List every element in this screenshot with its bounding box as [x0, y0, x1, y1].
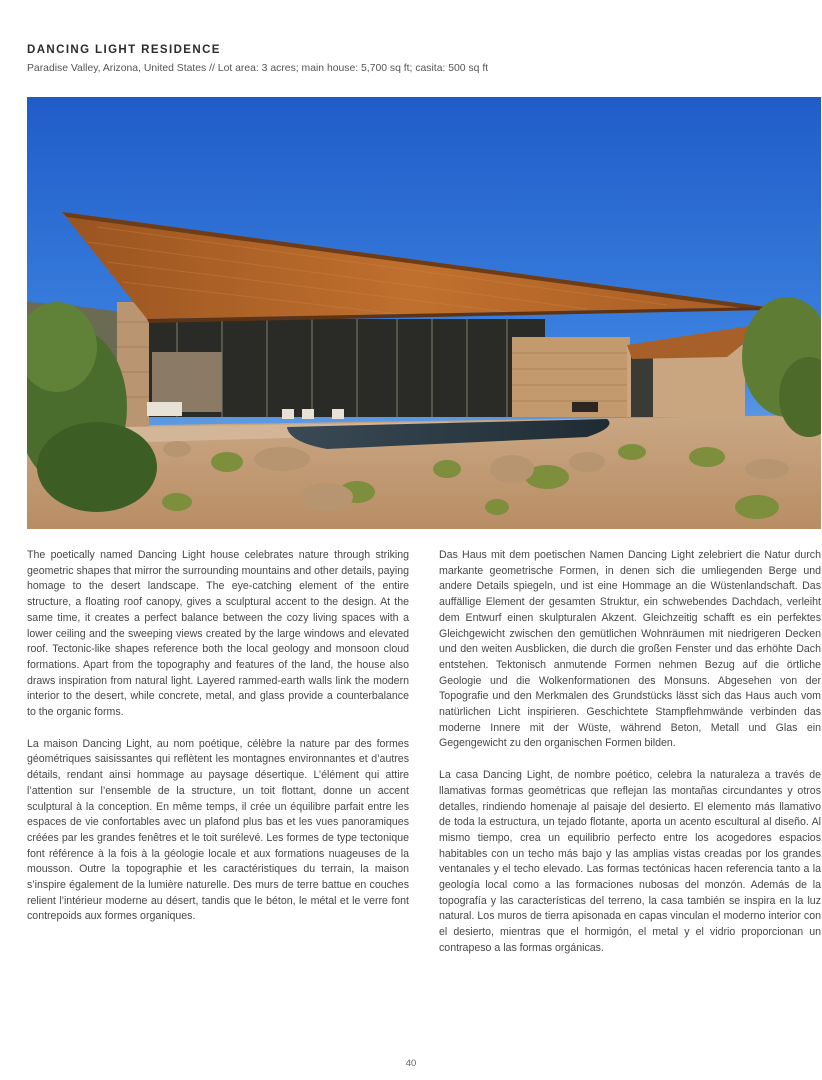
english-paragraph: The poetically named Dancing Light house celebrates nature through striking geometric shapes that mirror the surrounding mountains and other details, paying homage to the desert landscape. The eye-catching element of the entire structure, a floating roof canopy, gives a sculptural accent to the design. At the same time, it creates a perfect balance between the cozy living spaces with a lower ceiling and the sweeping views created by the large windows and elevated roof. Tectonic-like shapes reference both the local geology and monsoon cloud formations. Apart from the topography and features of the land, the house also draws inspiration from natural light. Layered rammed-earth walls link the modern interior to the desert, while concrete, metal, and glass provide a counterbalance to the organic forms. [27, 549, 409, 719]
french-paragraph: La maison Dancing Light, au nom poétique, célèbre la nature par des formes géométriques saisissantes qui reflètent les montagnes environnantes et d’autres détails, rendant ainsi hommage au paysage désertique. L’élément qui attire l’attention sur l’ensemble de la structure, un toit flottant, donne un accent sculptural à la conception. En même temps, il crée un équilibre parfait entre les espaces de vie confortables avec un plafond plus bas et les vues panoramiques créées par les grandes fenêtres et le toit surélevé. Les formes de type tectonique font référence à la fois à la géologie locale et aux formations nuageuses de la mousson. Outre la topographie et les caractéristiques du terrain, la maison s’inspire également de la lumière naturelle. Des murs de terre battue en couches relient l’intérieur moderne au désert, tandis que le béton, le métal et le verre font contrepoids aux formes organiques. [27, 737, 409, 923]
project-title: DANCING LIGHT RESIDENCE [27, 44, 221, 56]
text-column-left [27, 548, 409, 941]
page-number: 40 [405, 1058, 417, 1069]
project-subtitle: Paradise Valley, Arizona, United States // Lot area: 3 acres; main house: 5,700 sq ft; casita: 500 sq ft [27, 63, 489, 74]
german-paragraph: Das Haus mit dem poetischen Namen Dancing Light zelebriert die Natur durch markante geometrische Formen, in denen sich die umliegenden Berge und andere Details spiegeln, und ist eine Hommage an die Wüstenlandschaft. Das auffällige Element der gesamten Struktur, ein schwebendes Dachdach, verleiht dem Entwurf einen skulpturalen Akzent. Gleichzeitig schafft es ein perfektes Gleichgewicht zwischen den gemütlichen Wohnräumen mit niedrigeren Decken und den weiten Ausblicken, die durch die großen Fenster und das erhöhte Dach entstehen. Tektonisch anmutende Formen nehmen Bezug auf die örtliche Geologie und die Wolkenformationen des Monsuns. Abgesehen von der Topografie und den Merkmalen des Grundstücks lässt sich das Haus auch vom natürlichen Licht inspirieren. Geschichtete Stampflehmwände verbinden das moderne Innere mit der Wüste, während Beton, Metall und Glas ein Gegengewicht zu den organischen Formen bilden. [439, 549, 821, 750]
spanish-paragraph: La casa Dancing Light, de nombre poético, celebra la naturaleza a través de llamativas formas geométricas que reflejan las montañas circundantes y otros detalles, rindiendo homenaje al paisaje del desierto. El elemento más llamativo de toda la estructura, un tejado flotante, aporta un acento escultural al diseño. Al mismo tiempo, crea un equilibrio perfecto entre los acogedores espacios habitables con un techo más bajo y las amplias vistas creadas por los grandes ventanales y el techo elevado. Las formas tectónicas hacen referencia tanto a la geología local como a las formaciones nubosas del monzón. Además de la topografía y las características del terreno, la casa también se inspira en la luz natural. Los muros de tierra apisonada en capas vinculan el moderno interior con el desierto, mientras que el hormigón, el metal y el vidrio proporcionan un contrapeso a las formas orgánicas. [439, 769, 821, 954]
text-column-right [439, 548, 821, 973]
house-photo [27, 97, 821, 529]
